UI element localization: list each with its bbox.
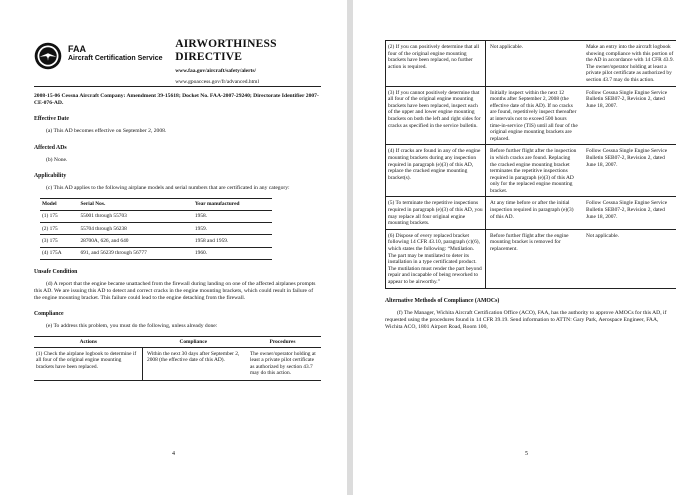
table-row (40, 211, 272, 223)
column-header: Year manufactured (193, 199, 272, 211)
ad-identity: 2008-15-06 Cessna Aircraft Company: Amendment 39-15618; Docket No. FAA-2007-29240; Directorate Identifier 2007-CE-076-AD. (34, 93, 319, 107)
ad-title-block (175, 38, 321, 86)
table-cell: (3) 175 (40, 235, 78, 247)
faa-branding (68, 44, 163, 63)
table-cell: Within the next 30 days after September 2, 2008 (the effective date of this AD). (143, 347, 245, 380)
table-cell: 1960. (193, 247, 272, 259)
table-cell: 55704 through 56238 (78, 223, 192, 235)
table-cell: Follow Cessna Single Engine Service Bulletin SEB07-2, Revision 2, dated June 18, 2007. (580, 197, 676, 229)
table-cell: Before further flight after the inspection in which cracks are found. Replacing the cracked engine mounting bracket terminates the repetitive inspections required in paragraph (e)(3) of this AD only for the replaced engine mounting bracket. (486, 145, 581, 197)
page-title: AIRWORTHINESS DIRECTIVE (175, 38, 277, 63)
right-page (353, 0, 700, 495)
faa-seal-icon (34, 42, 62, 70)
unsafe-condition-heading: Unsafe Condition (34, 268, 78, 275)
table-header-row (34, 336, 321, 347)
table-cell: Follow Cessna Single Engine Service Bulletin SEB07-2, Revision 2, dated June 18, 2007. (580, 86, 676, 145)
table-cell: 1958. (193, 211, 272, 223)
compliance-heading: Compliance (34, 311, 64, 318)
table-cell: 1959. (193, 223, 272, 235)
table-cell: Initially inspect within the next 12 months after September 2, 2008 (the effective date of this AD). If no cracks are found, repetitively inspect thereafter at intervals not to exceed 500 hours time-in-service (TIS) until all four of the original engine mounting brackets are replaced. (486, 86, 581, 145)
table-cell: 1958 and 1959. (193, 235, 272, 247)
table-cell: Make an entry into the aircraft logbook showing compliance with this portion of the AD in accordance with 14 CFR 43.9. The owner/operator holding at least a private pilot certificate as authorized by section 43.7 may do this action. (580, 41, 676, 87)
table-cell: (3) If you cannot positively determine that all four of the original engine mounting brackets have been replaced, inspect each of the upper and lower engine mounting brackets on both the left and right sides for cracks as specified in the service bulletin. (386, 86, 486, 145)
compliance-table (34, 336, 321, 381)
table-row (386, 145, 677, 197)
table-row (386, 197, 677, 229)
applicability-text: (c) This AD applies to the following airplane models and serial numbers that are certificated in any category: (46, 184, 290, 191)
affected-ads-heading: Affected ADs (34, 144, 67, 151)
amocs-text: (f) The Manager, Wichita Aircraft Certification Office (ACO), FAA, has the authority to approve AMOCs for this AD, if requested using the procedures found in 14 CFR 39.19. Send information to ATTN: Gary Park, Aerospace Engineer, FAA, Wichita ACO, 1801 Airport Road, Room 100, (385, 309, 667, 330)
table-cell: Not applicable. (580, 229, 676, 288)
left-page (0, 0, 347, 495)
faa-name: FAA (68, 44, 86, 54)
compliance-table-continued (385, 40, 676, 289)
table-cell: (4) 175A (40, 247, 78, 259)
compliance-text: (e) To address this problem, you must do the following, unless already done: (46, 323, 218, 330)
table-cell: 28700A, 626, and 640 (78, 235, 192, 247)
table-cell: (6) Dispose of every replaced bracket following 14 CFR 43.10, paragraph (c)(6), which states the following: “Mutilation. The part may be mutilated to deter its installation in a type certificated product. The mutilation must render the part beyond repair and incapable of being reworked to appear to be airworthy.” (386, 229, 486, 288)
faa-service: Aircraft Certification Service (68, 55, 163, 62)
column-header: Model (40, 199, 78, 211)
effective-date-heading: Effective Date (34, 116, 69, 123)
column-header: Serial Nos. (78, 199, 192, 211)
table-row (40, 223, 272, 235)
affected-ads-text: (b) None. (46, 156, 68, 163)
unsafe-condition-text: (d) A report that the engine became unattached from the firewall during landing on one of the affected airplanes prompts this AD. We are issuing this AD to detect and correct cracks in the engine mounting brackets, which could result in failure of the engine mounting bracket. This failure could lead to the engine detaching from the firewall. (34, 280, 316, 302)
table-row (34, 347, 321, 380)
table-cell: The owner/operator holding at least a private pilot certificate as authorized by section 43.7 may do this action. (244, 347, 321, 380)
table-cell: (1) Check the airplane logbook to determine if all four of the original engine mounting brackets have been replaced. (34, 347, 143, 380)
table-cell: 691, and 56239 through 56777 (78, 247, 192, 259)
table-row (40, 247, 272, 259)
search-link[interactable]: www.gpoaccess.gov/fr/advanced.html (175, 79, 259, 85)
column-header: Compliance (143, 336, 245, 347)
table-cell: Follow Cessna Single Engine Service Bulletin SEB07-2, Revision 2, dated June 18, 2007. (580, 145, 676, 197)
table-cell: Before further flight after the engine mounting bracket is removed for replacement. (486, 229, 581, 288)
page-number: 5 (525, 451, 528, 457)
table-cell: (5) To terminate the repetitive inspections required in paragraph (e)(3) of this AD, you may replace all four original engine mounting brackets. (386, 197, 486, 229)
table-row (386, 229, 677, 288)
table-cell: Not applicable. (486, 41, 581, 87)
table-row (386, 86, 677, 145)
effective-date-text: (a) This AD becomes effective on September 2, 2008. (46, 128, 167, 135)
applicability-heading: Applicability (34, 172, 67, 179)
table-cell: (4) If cracks are found in any of the engine mounting brackets during any inspection required in paragraph (e)(3) of this AD, replace the cracked engine mounting bracket(s). (386, 145, 486, 197)
amocs-heading: Alternative Methods of Compliance (AMOCs) (385, 297, 500, 304)
header-divider (34, 86, 321, 87)
page-number: 4 (172, 451, 175, 457)
column-header: Procedures (244, 336, 321, 347)
table-cell: (2) 175 (40, 223, 78, 235)
applicability-table (40, 198, 272, 260)
table-cell: (2) If you can positively determine that all four of the original engine mounting brackets have been replaced, no further action is required. (386, 41, 486, 87)
alerts-link[interactable]: www.faa.gov/aircraft/safety/alerts/ (175, 68, 257, 74)
directive-header (34, 38, 321, 85)
column-header: Actions (34, 336, 143, 347)
table-cell: At any time before or after the initial inspection required in paragraph (e)(3) of this AD. (486, 197, 581, 229)
table-row (386, 41, 677, 87)
table-row (40, 235, 272, 247)
table-cell: 55001 through 55703 (78, 211, 192, 223)
table-cell: (1) 175 (40, 211, 78, 223)
table-header-row (40, 199, 272, 211)
